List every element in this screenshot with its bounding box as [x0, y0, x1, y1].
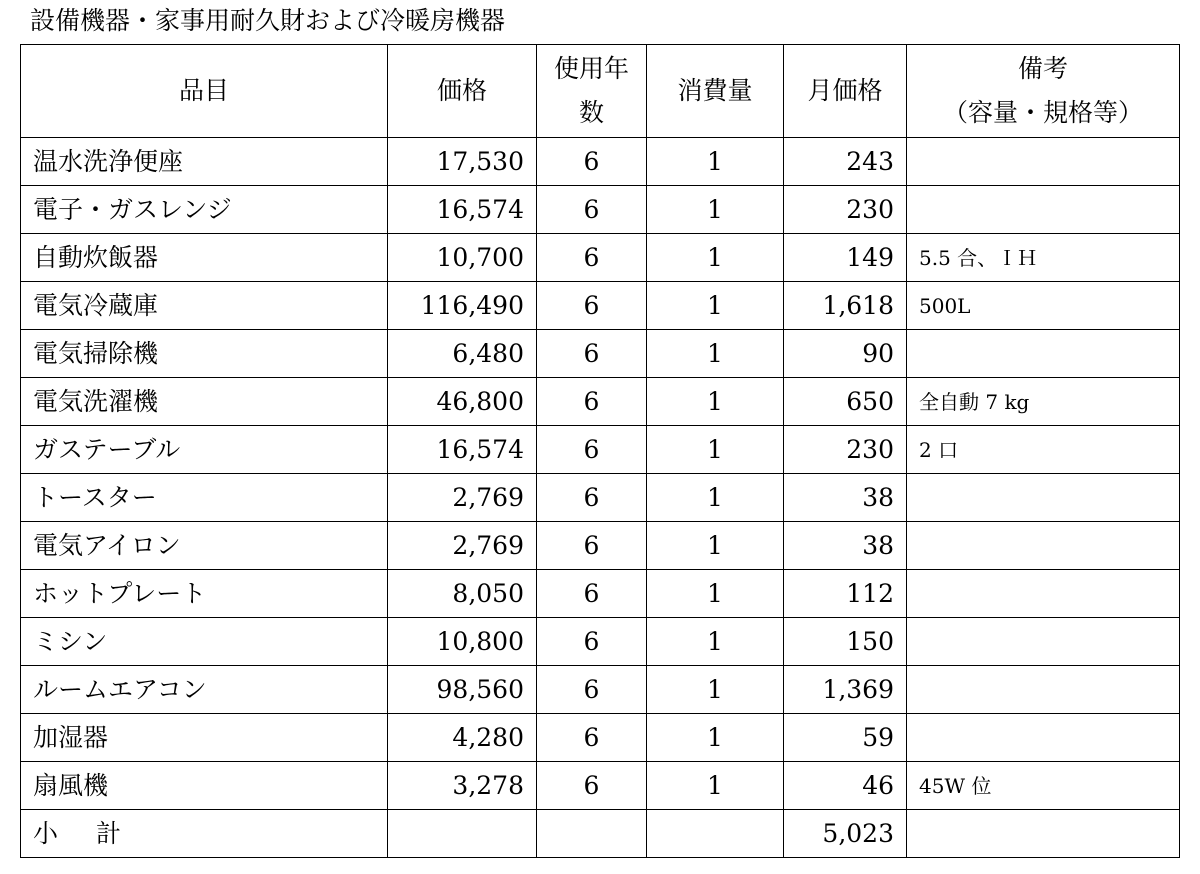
- cell-note: [907, 138, 1180, 186]
- cell-price: 2,769: [388, 522, 537, 570]
- header-notes: [907, 45, 1180, 138]
- cell-years: 6: [537, 138, 647, 186]
- cell-years: 6: [537, 186, 647, 234]
- cell-item: ホットプレート: [21, 570, 388, 618]
- cell-note: [907, 666, 1180, 714]
- cell-monthly: 59: [784, 714, 907, 762]
- cell-item: 電気冷蔵庫: [21, 282, 388, 330]
- header-notes-line1: 備考: [1017, 54, 1068, 83]
- cell-monthly: 149: [784, 234, 907, 282]
- cell-note: [907, 570, 1180, 618]
- subtotal-label: [21, 810, 388, 858]
- cell-note: 500L: [907, 282, 1180, 330]
- cell-qty: 1: [647, 474, 784, 522]
- table-row: [21, 186, 1180, 234]
- cell-price: 16,574: [388, 186, 537, 234]
- cell-monthly: 1,369: [784, 666, 907, 714]
- cell-monthly: 90: [784, 330, 907, 378]
- cell-note: 45W 位: [907, 762, 1180, 810]
- table-row: [21, 666, 1180, 714]
- cell-price: 4,280: [388, 714, 537, 762]
- cell-item: 電気アイロン: [21, 522, 388, 570]
- header-price: 価格: [388, 45, 537, 138]
- header-years-line2: 数: [578, 98, 604, 127]
- subtotal-years-empty: [537, 810, 647, 858]
- cell-years: 6: [537, 714, 647, 762]
- cell-years: 6: [537, 618, 647, 666]
- cell-item: ミシン: [21, 618, 388, 666]
- cell-monthly: 112: [784, 570, 907, 618]
- cell-price: 3,278: [388, 762, 537, 810]
- cell-price: 10,700: [388, 234, 537, 282]
- cell-monthly: 243: [784, 138, 907, 186]
- cell-item: 加湿器: [21, 714, 388, 762]
- cell-monthly: 38: [784, 474, 907, 522]
- cell-qty: 1: [647, 522, 784, 570]
- subtotal-note-empty: [907, 810, 1180, 858]
- cell-qty: 1: [647, 378, 784, 426]
- cell-note: 5.5 合、ＩＨ: [907, 234, 1180, 282]
- cell-years: 6: [537, 234, 647, 282]
- cell-price: 6,480: [388, 330, 537, 378]
- cell-item: 電気洗濯機: [21, 378, 388, 426]
- cell-note: [907, 714, 1180, 762]
- table-row: [21, 282, 1180, 330]
- cell-price: 46,800: [388, 378, 537, 426]
- header-years: [537, 45, 647, 138]
- cell-price: 98,560: [388, 666, 537, 714]
- cell-item: 自動炊飯器: [21, 234, 388, 282]
- subtotal-price-empty: [388, 810, 537, 858]
- cell-qty: 1: [647, 426, 784, 474]
- cell-qty: 1: [647, 570, 784, 618]
- table-row: [21, 138, 1180, 186]
- header-row: [21, 45, 1180, 138]
- table-row: [21, 378, 1180, 426]
- header-notes-line2: （容量・規格等）: [942, 98, 1143, 127]
- cell-item: ルームエアコン: [21, 666, 388, 714]
- cell-years: 6: [537, 762, 647, 810]
- equipment-table: [20, 44, 1180, 858]
- cell-qty: 1: [647, 330, 784, 378]
- subtotal-row: [21, 810, 1180, 858]
- cell-years: 6: [537, 330, 647, 378]
- cell-qty: 1: [647, 234, 784, 282]
- cell-price: 8,050: [388, 570, 537, 618]
- cell-price: 16,574: [388, 426, 537, 474]
- document-title: 設備機器・家事用耐久財および冷暖房機器: [30, 6, 506, 35]
- cell-note: [907, 522, 1180, 570]
- cell-item: 電子・ガスレンジ: [21, 186, 388, 234]
- cell-monthly: 1,618: [784, 282, 907, 330]
- cell-monthly: 150: [784, 618, 907, 666]
- header-monthly: 月価格: [784, 45, 907, 138]
- cell-qty: 1: [647, 762, 784, 810]
- table-row: [21, 762, 1180, 810]
- subtotal-qty-empty: [647, 810, 784, 858]
- subtotal-label-part2: 計: [96, 818, 122, 848]
- table-row: [21, 234, 1180, 282]
- header-consumption: 消費量: [647, 45, 784, 138]
- cell-item: トースター: [21, 474, 388, 522]
- header-item: 品目: [21, 45, 388, 138]
- cell-monthly: 650: [784, 378, 907, 426]
- table-row: [21, 714, 1180, 762]
- cell-note: 全自動 7 kg: [907, 378, 1180, 426]
- cell-price: 2,769: [388, 474, 537, 522]
- cell-years: 6: [537, 666, 647, 714]
- cell-qty: 1: [647, 666, 784, 714]
- cell-years: 6: [537, 282, 647, 330]
- subtotal-label-part1: 小: [33, 818, 59, 848]
- cell-years: 6: [537, 426, 647, 474]
- cell-monthly: 230: [784, 186, 907, 234]
- table-row: [21, 426, 1180, 474]
- cell-note: [907, 474, 1180, 522]
- cell-qty: 1: [647, 138, 784, 186]
- subtotal-monthly: 5,023: [784, 810, 907, 858]
- cell-price: 17,530: [388, 138, 537, 186]
- cell-item: 電気掃除機: [21, 330, 388, 378]
- cell-price: 116,490: [388, 282, 537, 330]
- cell-years: 6: [537, 522, 647, 570]
- cell-item: ガステーブル: [21, 426, 388, 474]
- cell-item: 扇風機: [21, 762, 388, 810]
- cell-years: 6: [537, 378, 647, 426]
- table-row: [21, 330, 1180, 378]
- table-row: [21, 474, 1180, 522]
- table-row: [21, 618, 1180, 666]
- cell-note: [907, 618, 1180, 666]
- cell-note: [907, 186, 1180, 234]
- cell-qty: 1: [647, 186, 784, 234]
- cell-years: 6: [537, 570, 647, 618]
- cell-monthly: 46: [784, 762, 907, 810]
- cell-note: [907, 330, 1180, 378]
- cell-qty: 1: [647, 618, 784, 666]
- cell-monthly: 230: [784, 426, 907, 474]
- cell-price: 10,800: [388, 618, 537, 666]
- cell-years: 6: [537, 474, 647, 522]
- cell-qty: 1: [647, 282, 784, 330]
- table-row: [21, 522, 1180, 570]
- cell-item: 温水洗浄便座: [21, 138, 388, 186]
- cell-note: 2 口: [907, 426, 1180, 474]
- cell-qty: 1: [647, 714, 784, 762]
- cell-monthly: 38: [784, 522, 907, 570]
- header-years-line1: 使用年: [553, 54, 629, 83]
- table-row: [21, 570, 1180, 618]
